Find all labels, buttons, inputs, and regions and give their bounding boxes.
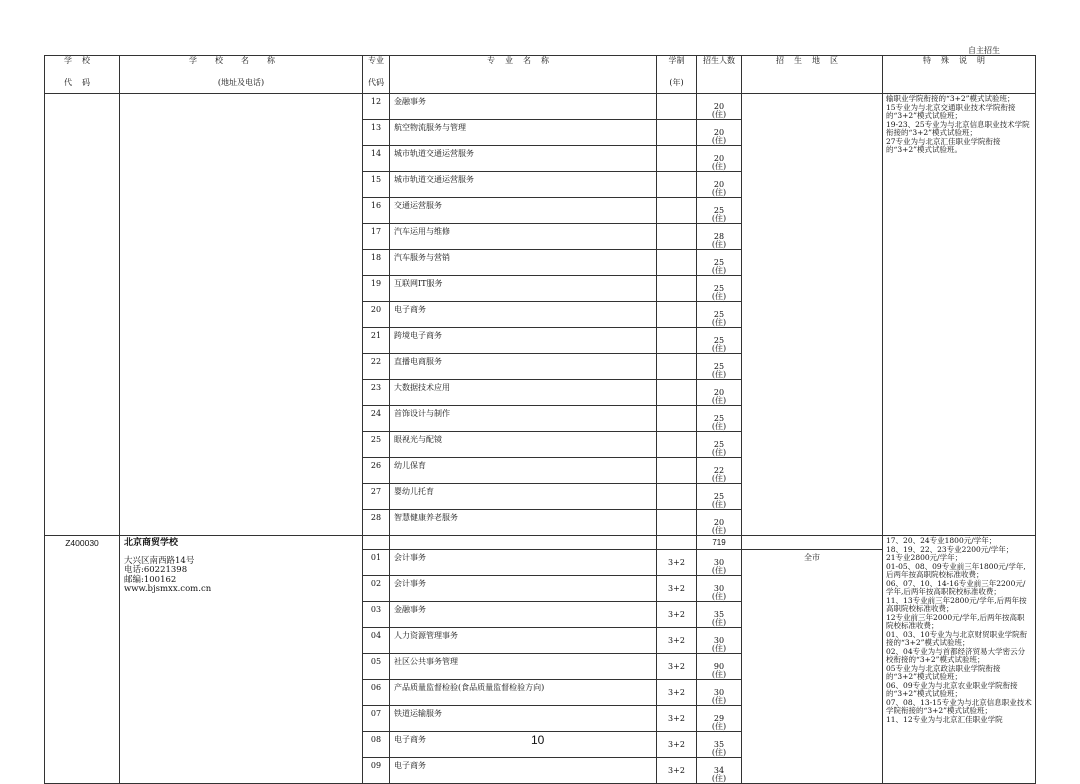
enroll-count [697, 354, 742, 380]
count-value: 30 [713, 636, 725, 645]
count-value: 25 [713, 310, 725, 319]
enroll-count [697, 328, 742, 354]
major-length [657, 120, 697, 146]
school-address: 大兴区南西路14号 [124, 555, 195, 566]
major-name: 航空物流服务与管理 [390, 120, 657, 146]
major-length [657, 406, 697, 432]
major-length [657, 354, 697, 380]
enroll-count [697, 146, 742, 172]
major-name: 金融事务 [390, 94, 657, 120]
count-boarding: (住) [711, 774, 727, 783]
count-value: 25 [713, 206, 725, 215]
school-website: www.bjsmxx.com.cn [124, 584, 212, 594]
count-value: 29 [713, 714, 725, 723]
major-length [657, 276, 697, 302]
major-name: 幼儿保育 [390, 458, 657, 484]
major-name: 会计事务 [390, 550, 657, 576]
header-row [45, 56, 1036, 94]
major-name: 婴幼儿托育 [390, 484, 657, 510]
header-major-code: 专业 代码 [363, 56, 390, 94]
enroll-count [697, 406, 742, 432]
enroll-count [697, 602, 742, 628]
count-value: 25 [713, 414, 725, 423]
major-code: 13 [363, 120, 390, 146]
count-value: 25 [713, 284, 725, 293]
count-boarding: (住) [711, 670, 727, 679]
major-name: 电子商务 [390, 758, 657, 784]
major-code: 02 [363, 576, 390, 602]
enroll-count [697, 510, 742, 536]
major-length: 3+2 [657, 706, 697, 732]
count-boarding: (住) [711, 526, 727, 535]
major-name: 金融事务 [390, 602, 657, 628]
major-name: 跨境电子商务 [390, 328, 657, 354]
count-value: 25 [713, 492, 725, 501]
header-length: 学制 (年) [657, 56, 697, 94]
count-boarding: (住) [711, 188, 727, 197]
major-length: 3+2 [657, 732, 697, 758]
major-name: 首饰设计与制作 [390, 406, 657, 432]
admission-table [44, 55, 1036, 784]
enroll-count [697, 550, 742, 576]
major-name: 眼视光与配镜 [390, 432, 657, 458]
major-code: 15 [363, 172, 390, 198]
header-school-name: 学校名称 (地址及电话) [120, 56, 363, 94]
major-length: 3+2 [657, 628, 697, 654]
enroll-count [697, 680, 742, 706]
major-length: 3+2 [657, 602, 697, 628]
school-info-cell [120, 536, 363, 784]
enroll-count [697, 94, 742, 120]
major-length [657, 94, 697, 120]
count-boarding: (住) [711, 500, 727, 509]
enroll-count [697, 302, 742, 328]
header-school-code: 学校 代码 [45, 56, 120, 94]
major-name: 城市轨道交通运营服务 [390, 146, 657, 172]
major-code: 04 [363, 628, 390, 654]
count-value: 30 [713, 558, 725, 567]
count-boarding: (住) [711, 292, 727, 301]
major-code: 21 [363, 328, 390, 354]
total-count: 719 [697, 536, 742, 550]
count-value: 25 [713, 440, 725, 449]
count-boarding: (住) [711, 396, 727, 405]
header-area: 招生地区 [742, 56, 883, 94]
count-boarding: (住) [711, 344, 727, 353]
enroll-count [697, 654, 742, 680]
header-note: 特殊说明 [883, 56, 1036, 94]
count-value: 20 [713, 128, 725, 137]
major-code: 14 [363, 146, 390, 172]
enroll-count [697, 758, 742, 784]
major-code: 03 [363, 602, 390, 628]
count-boarding: (住) [711, 370, 727, 379]
count-value: 35 [713, 740, 725, 749]
enroll-count [697, 732, 742, 758]
major-code: 09 [363, 758, 390, 784]
count-boarding: (住) [711, 566, 727, 575]
major-code: 18 [363, 250, 390, 276]
enroll-count [697, 224, 742, 250]
major-code: 08 [363, 732, 390, 758]
major-length [657, 328, 697, 354]
enroll-count [697, 250, 742, 276]
count-value: 25 [713, 362, 725, 371]
count-value: 35 [713, 610, 725, 619]
major-length [657, 224, 697, 250]
major-name: 城市轨道交通运营服务 [390, 172, 657, 198]
major-name: 产品质量监督检验(食品质量监督检验方向) [390, 680, 657, 706]
major-length: 3+2 [657, 550, 697, 576]
school-phone: 电话:60221398 [124, 565, 188, 575]
count-boarding: (住) [711, 592, 727, 601]
count-boarding: (住) [711, 644, 727, 653]
enroll-count [697, 576, 742, 602]
total-code [363, 536, 390, 550]
major-length [657, 458, 697, 484]
count-value: 25 [713, 336, 725, 345]
count-value: 30 [713, 584, 725, 593]
enroll-count [697, 628, 742, 654]
block1-body [45, 94, 1036, 536]
major-code: 26 [363, 458, 390, 484]
count-value: 20 [713, 180, 725, 189]
total-area [742, 536, 883, 550]
count-boarding: (住) [711, 696, 727, 705]
enroll-count [697, 120, 742, 146]
count-boarding: (住) [711, 136, 727, 145]
major-code: 05 [363, 654, 390, 680]
major-length [657, 510, 697, 536]
school-code: Z400030 [45, 536, 120, 784]
major-name: 人力资源管理事务 [390, 628, 657, 654]
major-length [657, 484, 697, 510]
enroll-count [697, 458, 742, 484]
count-boarding: (住) [711, 240, 727, 249]
count-boarding: (住) [711, 474, 727, 483]
enroll-count [697, 432, 742, 458]
enroll-count [697, 706, 742, 732]
area-cell: 全市 [742, 550, 883, 784]
enroll-count [697, 198, 742, 224]
major-name: 社区公共事务管理 [390, 654, 657, 680]
school-code-cell [45, 94, 120, 536]
major-name: 电子商务 [390, 732, 657, 758]
count-boarding: (住) [711, 318, 727, 327]
major-code: 20 [363, 302, 390, 328]
major-code: 19 [363, 276, 390, 302]
total-name [390, 536, 657, 550]
major-length [657, 380, 697, 406]
count-boarding: (住) [711, 422, 727, 431]
enroll-count [697, 172, 742, 198]
major-name: 互联网IT服务 [390, 276, 657, 302]
note-cell: 输职业学院衔接的“3+2”模式试验班； 15专业为与北京交通职业技术学院衔接的“3+2”模式试验班； 19-23、25专业为与北京信息职业技术学院衔接的“3+2”模式试验班； 27专业为与北京汇佳职业学院衔接的“3+2”模式试验班。 [883, 94, 1036, 536]
enroll-count [697, 484, 742, 510]
major-length [657, 432, 697, 458]
header-count: 招生人数 [697, 56, 742, 94]
count-value: 22 [713, 466, 725, 475]
count-value: 90 [713, 662, 725, 671]
count-value: 20 [713, 388, 725, 397]
count-boarding: (住) [711, 266, 727, 275]
major-length: 3+2 [657, 680, 697, 706]
major-code: 23 [363, 380, 390, 406]
count-boarding: (住) [711, 214, 727, 223]
major-name: 会计事务 [390, 576, 657, 602]
major-code: 22 [363, 354, 390, 380]
count-boarding: (住) [711, 162, 727, 171]
major-length [657, 172, 697, 198]
major-length [657, 198, 697, 224]
major-length [657, 250, 697, 276]
enroll-count [697, 276, 742, 302]
major-name: 电子商务 [390, 302, 657, 328]
major-name: 大数据技术应用 [390, 380, 657, 406]
major-name: 汽车运用与维修 [390, 224, 657, 250]
major-code: 24 [363, 406, 390, 432]
table-row [45, 94, 1036, 120]
major-name: 智慧健康养老服务 [390, 510, 657, 536]
major-length [657, 146, 697, 172]
total-length [657, 536, 697, 550]
major-name: 直播电商服务 [390, 354, 657, 380]
count-boarding: (住) [711, 448, 727, 457]
major-code: 06 [363, 680, 390, 706]
major-code: 25 [363, 432, 390, 458]
major-code: 28 [363, 510, 390, 536]
major-code: 16 [363, 198, 390, 224]
school-name-cell [120, 94, 363, 536]
count-value: 25 [713, 258, 725, 267]
major-code: 07 [363, 706, 390, 732]
major-name: 汽车服务与营销 [390, 250, 657, 276]
count-value: 28 [713, 232, 725, 241]
count-value: 34 [713, 766, 725, 775]
count-boarding: (住) [711, 110, 727, 119]
count-value: 20 [713, 518, 725, 527]
major-code: 01 [363, 550, 390, 576]
school-postcode: 邮编:100162 [124, 574, 177, 585]
count-boarding: (住) [711, 748, 727, 757]
enroll-count [697, 380, 742, 406]
major-name: 铁道运输服务 [390, 706, 657, 732]
major-length: 3+2 [657, 758, 697, 784]
major-code: 12 [363, 94, 390, 120]
school-total-row [45, 536, 1036, 550]
note-cell: 17、20、24专业1800元/学年； 18、19、22、23专业2200元/学年； 21专业2800元/学年； 01-05、08、09专业前三年1800元/学年,后两年按高职院校标准收费； 06、07、10、14-16专业前三年2200元/学年,后两年按高职院校标准收费； 11、13专业前三年2800元/学年,后两年按高职院校标准收费； 12专业前三年2000元/学年,后两年按高职院校标准收费； 01、03、10专业为与北京财贸职业学院衔接的“3+2”模式试验班； 02、04专业为与首都经济贸易大学密云分校衔接的“3+2”模式试验班； 05专业为与北京政法职业学院衔接的“3+2”模式试验班； 06、09专业为与北京农业职业学院衔接的“3+2”模式试验班； 07、08、13-15专业为与北京信息职业技术学院衔接的“3+2”模式试验班； 11、12专业为与北京汇佳职业学院 [883, 536, 1036, 784]
area-cell [742, 94, 883, 536]
count-value: 20 [713, 154, 725, 163]
count-boarding: (住) [711, 618, 727, 627]
major-code: 27 [363, 484, 390, 510]
top-label: 自主招生 [968, 46, 1000, 55]
header-major-name: 专业名称 [390, 56, 657, 94]
major-name: 交通运营服务 [390, 198, 657, 224]
major-code: 17 [363, 224, 390, 250]
count-boarding: (住) [711, 722, 727, 731]
page-number: 10 [531, 733, 545, 747]
major-length [657, 302, 697, 328]
count-value: 20 [713, 102, 725, 111]
major-length: 3+2 [657, 576, 697, 602]
major-length: 3+2 [657, 654, 697, 680]
count-value: 30 [713, 688, 725, 697]
school-name: 北京商贸学校 [124, 538, 179, 548]
